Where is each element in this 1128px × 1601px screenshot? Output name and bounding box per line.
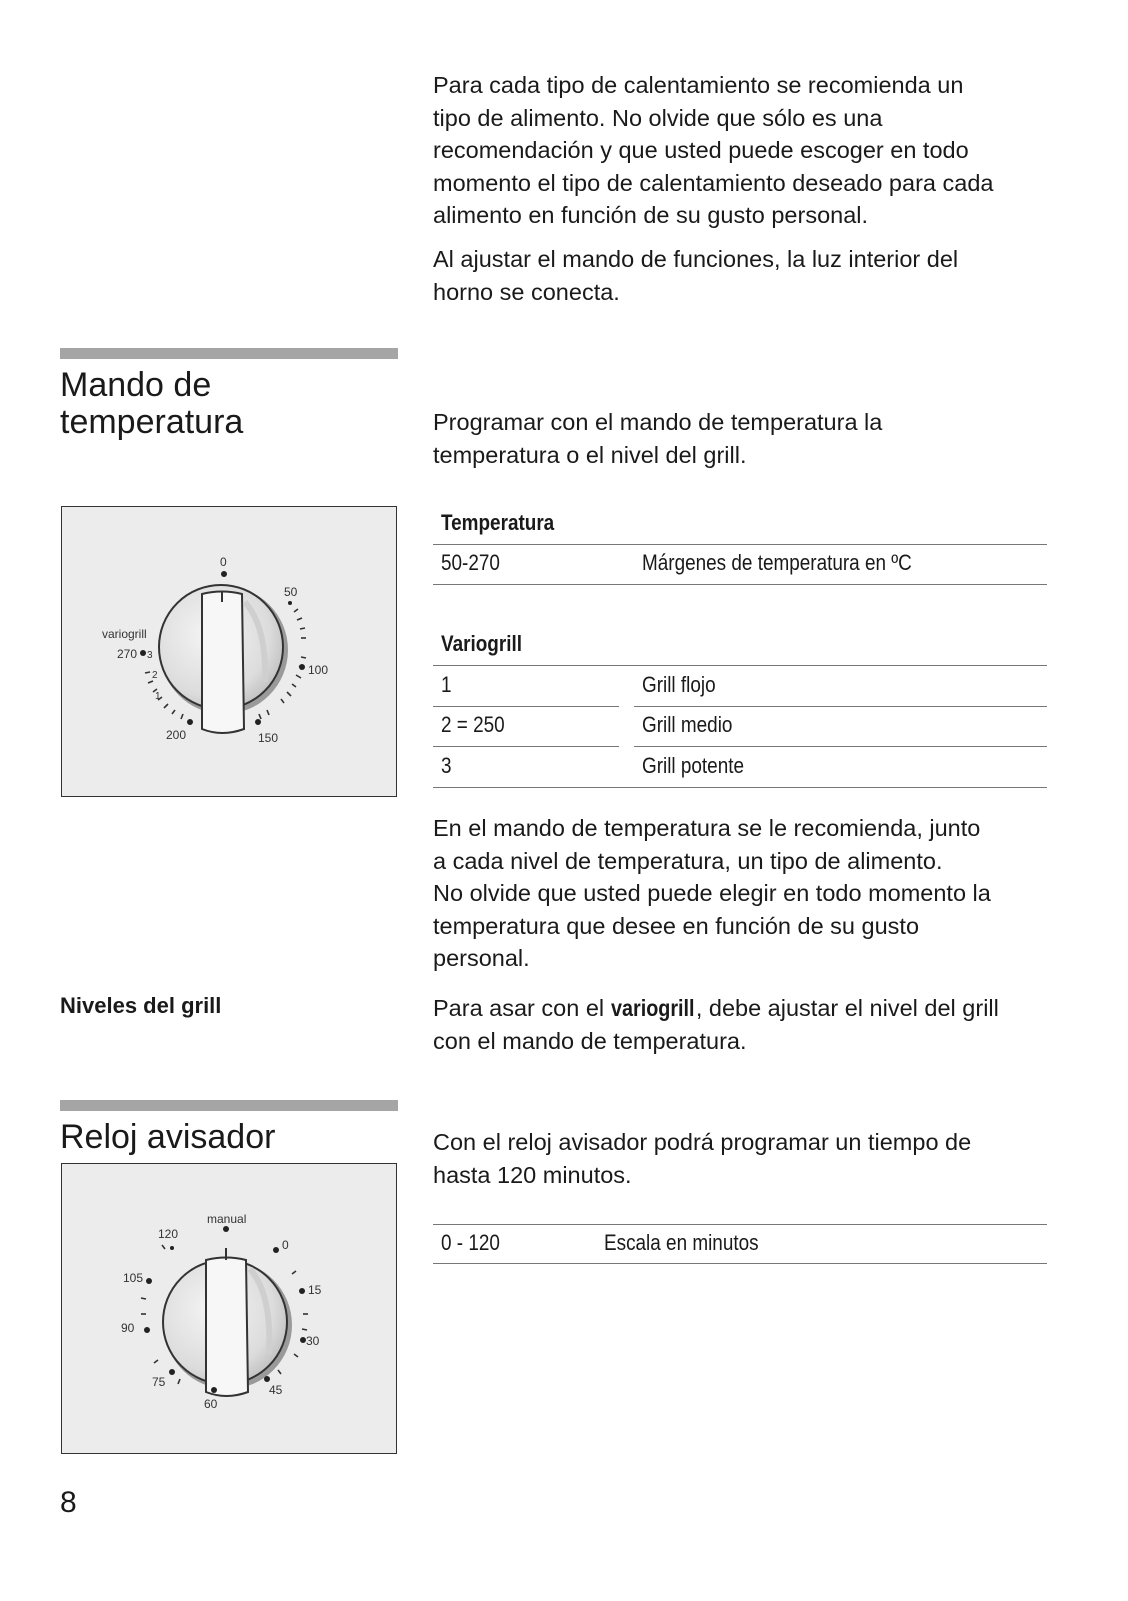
- timer-dial-svg: [62, 1164, 395, 1452]
- table-grill-row3-desc: Grill potente: [642, 753, 745, 778]
- intro-paragraph-2: Al ajustar el mando de funciones, la luz interior del horno se conecta.: [433, 246, 959, 305]
- dial-label-variogrill: variogrill: [102, 627, 147, 641]
- section-title-temperature: Mando de temperatura: [60, 366, 244, 441]
- table-grill-header: Variogrill: [441, 631, 522, 656]
- temperature-note: En el mando de temperatura se le recomienda, junto a cada nivel de temperatura, un tipo de alimento. No olvide que usted puede elegir en todo momento la temperatura que desee en función de su gusto personal.: [433, 815, 991, 971]
- table-grill-row3-level: 3: [441, 753, 452, 778]
- timer-table-desc: Escala en minutos: [604, 1230, 759, 1255]
- dial-label-grill-3: 3: [147, 650, 153, 661]
- grill-levels-text: Para asar con el variogrill, debe ajustar el nivel del grill con el mando de temperatura.: [433, 995, 999, 1054]
- dial-dot-270: [140, 650, 146, 656]
- table-temp-header: Temperatura: [441, 510, 555, 535]
- timer-dot-120: [170, 1246, 174, 1250]
- grill-levels-label: Niveles del grill: [60, 993, 222, 1018]
- dial-label-0: 0: [220, 555, 227, 569]
- timer-dial-illustration: [61, 1163, 397, 1454]
- page-number: 8: [60, 1486, 77, 1519]
- dial-dot-200: [187, 719, 193, 725]
- table-grill-row1-desc: Grill flojo: [642, 672, 716, 697]
- temperature-dial-svg: [62, 507, 395, 795]
- dial-label-50: 50: [284, 585, 298, 599]
- timer-label-75: 75: [152, 1375, 166, 1389]
- timer-dot-60: [211, 1387, 217, 1393]
- table-temp-cell-desc: Márgenes de temperatura en ºC: [642, 550, 912, 575]
- table-temp-line-1: [433, 544, 1047, 545]
- table-temp-line-2: [433, 584, 1047, 585]
- timer-dot-45: [264, 1376, 270, 1382]
- timer-dot-manual: [223, 1226, 229, 1232]
- timer-table-line-1: [433, 1224, 1047, 1225]
- timer-label-manual: manual: [207, 1212, 247, 1226]
- intro-paragraph-1: Para cada tipo de calentamiento se recomienda un tipo de alimento. No olvide que sólo es una recomendación y que usted puede escoger en todo momento el tipo de calentamiento deseado para cada alimento en función de su gusto personal.: [433, 72, 994, 228]
- timer-label-0: 0: [282, 1238, 289, 1252]
- timer-label-90: 90: [121, 1321, 135, 1335]
- table-grill-row1-level: 1: [441, 672, 452, 697]
- timer-label-120: 120: [158, 1227, 179, 1241]
- timer-knob-grip: [206, 1258, 248, 1397]
- timer-dot-75: [169, 1369, 175, 1375]
- table-grill-row2-desc: Grill medio: [642, 712, 733, 737]
- timer-dot-15: [299, 1288, 305, 1294]
- temperature-dial-illustration: [61, 506, 397, 797]
- timer-label-15: 15: [308, 1283, 322, 1297]
- timer-dot-90: [144, 1327, 150, 1333]
- timer-table-line-2: [433, 1263, 1047, 1264]
- table-grill-row2-level: 2 = 250: [441, 712, 505, 737]
- section-divider-timer: [60, 1100, 398, 1111]
- table-grill-line-1: [433, 665, 1047, 666]
- timer-dot-105: [146, 1278, 152, 1284]
- dial-label-270: 270: [117, 647, 138, 661]
- dial-label-150: 150: [258, 731, 279, 745]
- dial-dot-50: [288, 601, 292, 605]
- dial-label-grill-2: 2: [152, 670, 158, 681]
- timer-dot-0: [273, 1247, 279, 1253]
- timer-label-105: 105: [123, 1271, 144, 1285]
- dial-dot-100: [299, 664, 305, 670]
- timer-label-60: 60: [204, 1397, 218, 1411]
- dial-label-100: 100: [308, 663, 329, 677]
- timer-label-45: 45: [269, 1383, 283, 1397]
- dial-dot-0: [221, 571, 227, 577]
- temperature-intro: Programar con el mando de temperatura la temperatura o el nivel del grill.: [433, 409, 883, 468]
- dial-label-grill-1: 1: [155, 691, 161, 702]
- section-divider-temperature: [60, 348, 398, 359]
- timer-table-range: 0 - 120: [441, 1230, 500, 1255]
- section-title-timer: Reloj avisador: [60, 1118, 276, 1156]
- dial-dot-150: [255, 719, 261, 725]
- dial-label-200: 200: [166, 728, 187, 742]
- timer-intro: Con el reloj avisador podrá programar un tiempo de hasta 120 minutos.: [433, 1129, 972, 1188]
- timer-label-30: 30: [306, 1334, 320, 1348]
- knob-grip: [202, 592, 244, 734]
- table-temp-cell-range: 50-270: [441, 550, 500, 575]
